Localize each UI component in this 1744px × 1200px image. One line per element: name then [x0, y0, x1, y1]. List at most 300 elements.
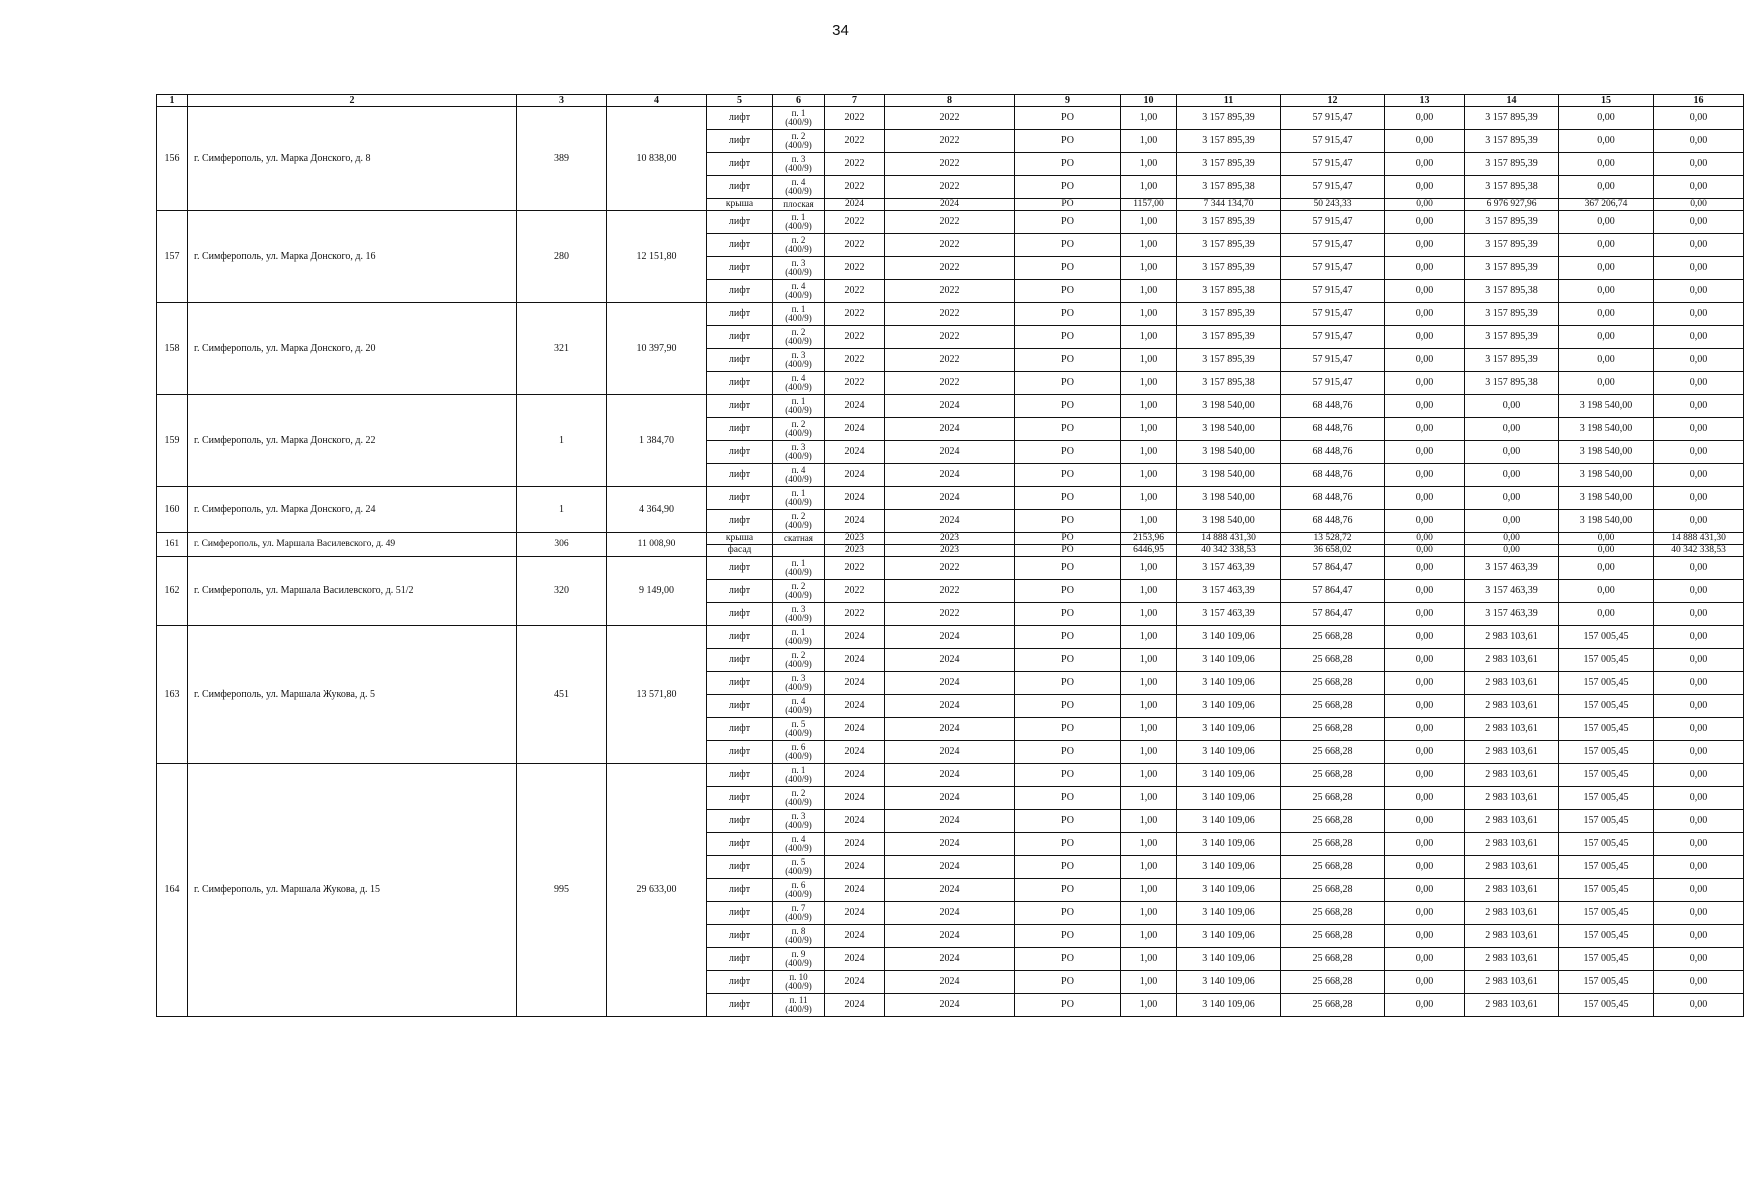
- element-cell: [773, 925, 825, 948]
- work-year-end: 2022: [885, 603, 1015, 626]
- total-cost-cell: 3 157 895,38: [1177, 372, 1281, 395]
- fund-owners-cell: 0,00: [1654, 280, 1744, 303]
- work-year-start: 2022: [825, 107, 885, 130]
- customer-cell: РО: [1015, 856, 1121, 879]
- fund-local-cell: 0,00: [1559, 107, 1654, 130]
- volume-cell: 1,00: [1121, 280, 1177, 303]
- work-year-start: 2024: [825, 199, 885, 211]
- fund-regional-cell: 3 157 895,39: [1465, 303, 1559, 326]
- work-type-cell: лифт: [707, 557, 773, 580]
- customer-cell: РО: [1015, 971, 1121, 994]
- unit-cost-cell: 25 668,28: [1281, 856, 1385, 879]
- fund-regional-cell: 2 983 103,61: [1465, 902, 1559, 925]
- element-cell: [773, 764, 825, 787]
- customer-cell: РО: [1015, 545, 1121, 557]
- lift-spec-label: (400/9): [785, 140, 812, 150]
- lift-spec-label: (400/9): [785, 451, 812, 461]
- address-cell: г. Симферополь, ул. Маршала Василевского, д. 51/2: [188, 557, 517, 626]
- unit-cost-cell: 25 668,28: [1281, 718, 1385, 741]
- element-cell: [773, 441, 825, 464]
- fund-federal-cell: 0,00: [1385, 925, 1465, 948]
- work-year-end: 2022: [885, 580, 1015, 603]
- work-year-start: 2024: [825, 418, 885, 441]
- customer-cell: РО: [1015, 441, 1121, 464]
- page-number: 34: [832, 22, 849, 39]
- work-type-cell: лифт: [707, 372, 773, 395]
- work-type-cell: лифт: [707, 441, 773, 464]
- work-year-end: 2022: [885, 349, 1015, 372]
- volume-cell: 1,00: [1121, 948, 1177, 971]
- entrance-label: п. 2: [791, 511, 806, 521]
- fund-local-cell: 3 198 540,00: [1559, 510, 1654, 533]
- fund-regional-cell: 2 983 103,61: [1465, 626, 1559, 649]
- work-type-cell: лифт: [707, 510, 773, 533]
- total-cost-cell: 3 157 463,39: [1177, 580, 1281, 603]
- work-year-start: 2022: [825, 326, 885, 349]
- total-cost-cell: 3 198 540,00: [1177, 510, 1281, 533]
- total-cost-cell: 3 140 109,06: [1177, 994, 1281, 1017]
- lift-spec-label: (400/9): [785, 520, 812, 530]
- fund-regional-cell: 3 157 895,39: [1465, 153, 1559, 176]
- lift-spec-label: (400/9): [785, 889, 812, 899]
- entrance-label: п. 7: [791, 903, 806, 913]
- total-cost-cell: 3 157 895,39: [1177, 107, 1281, 130]
- fund-owners-cell: 0,00: [1654, 176, 1744, 199]
- unit-cost-cell: 68 448,76: [1281, 441, 1385, 464]
- customer-cell: РО: [1015, 764, 1121, 787]
- total-cost-cell: 3 140 109,06: [1177, 925, 1281, 948]
- total-cost-cell: 7 344 134,70: [1177, 199, 1281, 211]
- lift-spec-label: (400/9): [785, 117, 812, 127]
- unit-cost-cell: 25 668,28: [1281, 948, 1385, 971]
- work-year-start: 2024: [825, 741, 885, 764]
- column-header: 14: [1465, 95, 1559, 107]
- entrance-label: п. 4: [791, 834, 806, 844]
- work-type-cell: лифт: [707, 672, 773, 695]
- customer-cell: РО: [1015, 234, 1121, 257]
- column-header: 2: [188, 95, 517, 107]
- fund-federal-cell: 0,00: [1385, 810, 1465, 833]
- work-type-cell: лифт: [707, 879, 773, 902]
- fund-owners-cell: 0,00: [1654, 856, 1744, 879]
- unit-cost-cell: 57 864,47: [1281, 580, 1385, 603]
- fund-local-cell: 367 206,74: [1559, 199, 1654, 211]
- row-number-cell: 160: [157, 487, 188, 533]
- lift-spec-label: (400/9): [785, 912, 812, 922]
- work-type-cell: лифт: [707, 464, 773, 487]
- column-header: 10: [1121, 95, 1177, 107]
- work-year-end: 2024: [885, 856, 1015, 879]
- element-cell: [773, 603, 825, 626]
- fund-federal-cell: 0,00: [1385, 510, 1465, 533]
- fund-regional-cell: 0,00: [1465, 545, 1559, 557]
- unit-cost-cell: 57 915,47: [1281, 326, 1385, 349]
- work-type-cell: лифт: [707, 856, 773, 879]
- unit-cost-cell: 25 668,28: [1281, 994, 1385, 1017]
- entrance-label: скатная: [784, 533, 813, 543]
- work-type-cell: лифт: [707, 948, 773, 971]
- residents-cell: 321: [517, 303, 607, 395]
- work-year-start: 2024: [825, 395, 885, 418]
- work-year-end: 2024: [885, 418, 1015, 441]
- customer-cell: РО: [1015, 130, 1121, 153]
- column-header: 5: [707, 95, 773, 107]
- fund-local-cell: 0,00: [1559, 257, 1654, 280]
- total-cost-cell: 3 140 109,06: [1177, 626, 1281, 649]
- area-cell: 13 571,80: [607, 626, 707, 764]
- table-row: [157, 107, 1744, 130]
- fund-local-cell: 0,00: [1559, 326, 1654, 349]
- fund-owners-cell: 0,00: [1654, 257, 1744, 280]
- work-year-start: 2024: [825, 510, 885, 533]
- lift-spec-label: (400/9): [785, 935, 812, 945]
- fund-local-cell: 157 005,45: [1559, 695, 1654, 718]
- fund-owners-cell: 0,00: [1654, 510, 1744, 533]
- element-cell: [773, 994, 825, 1017]
- entrance-label: п. 3: [791, 154, 806, 164]
- lift-spec-label: (400/9): [785, 221, 812, 231]
- row-number-cell: 161: [157, 533, 188, 557]
- entrance-label: п. 2: [791, 581, 806, 591]
- unit-cost-cell: 57 915,47: [1281, 303, 1385, 326]
- element-cell: [773, 211, 825, 234]
- fund-federal-cell: 0,00: [1385, 303, 1465, 326]
- work-year-end: 2022: [885, 257, 1015, 280]
- unit-cost-cell: 57 915,47: [1281, 349, 1385, 372]
- fund-regional-cell: 3 157 463,39: [1465, 580, 1559, 603]
- fund-regional-cell: 2 983 103,61: [1465, 948, 1559, 971]
- fund-federal-cell: 0,00: [1385, 130, 1465, 153]
- work-year-end: 2022: [885, 234, 1015, 257]
- customer-cell: РО: [1015, 948, 1121, 971]
- total-cost-cell: 14 888 431,30: [1177, 533, 1281, 545]
- fund-federal-cell: 0,00: [1385, 395, 1465, 418]
- fund-owners-cell: 0,00: [1654, 603, 1744, 626]
- work-year-end: 2022: [885, 130, 1015, 153]
- fund-owners-cell: 0,00: [1654, 948, 1744, 971]
- total-cost-cell: 3 198 540,00: [1177, 487, 1281, 510]
- fund-federal-cell: 0,00: [1385, 994, 1465, 1017]
- work-type-cell: лифт: [707, 280, 773, 303]
- fund-federal-cell: 0,00: [1385, 441, 1465, 464]
- lift-spec-label: (400/9): [785, 474, 812, 484]
- customer-cell: РО: [1015, 994, 1121, 1017]
- unit-cost-cell: 25 668,28: [1281, 925, 1385, 948]
- volume-cell: 1,00: [1121, 107, 1177, 130]
- volume-cell: 1,00: [1121, 833, 1177, 856]
- fund-owners-cell: 0,00: [1654, 902, 1744, 925]
- work-type-cell: лифт: [707, 418, 773, 441]
- row-number-cell: 158: [157, 303, 188, 395]
- customer-cell: РО: [1015, 303, 1121, 326]
- work-year-end: 2024: [885, 925, 1015, 948]
- fund-federal-cell: 0,00: [1385, 603, 1465, 626]
- customer-cell: РО: [1015, 902, 1121, 925]
- fund-local-cell: 0,00: [1559, 349, 1654, 372]
- work-type-cell: лифт: [707, 303, 773, 326]
- unit-cost-cell: 50 243,33: [1281, 199, 1385, 211]
- element-cell: [773, 902, 825, 925]
- element-cell: [773, 879, 825, 902]
- fund-regional-cell: 2 983 103,61: [1465, 856, 1559, 879]
- total-cost-cell: 3 157 895,38: [1177, 280, 1281, 303]
- address-cell: г. Симферополь, ул. Маршала Жукова, д. 5: [188, 626, 517, 764]
- entrance-label: п. 4: [791, 465, 806, 475]
- work-year-end: 2022: [885, 372, 1015, 395]
- fund-federal-cell: 0,00: [1385, 626, 1465, 649]
- fund-owners-cell: 0,00: [1654, 672, 1744, 695]
- work-year-start: 2022: [825, 372, 885, 395]
- customer-cell: РО: [1015, 395, 1121, 418]
- fund-regional-cell: 3 157 895,39: [1465, 257, 1559, 280]
- fund-owners-cell: 0,00: [1654, 395, 1744, 418]
- column-header: 13: [1385, 95, 1465, 107]
- work-year-end: 2024: [885, 626, 1015, 649]
- fund-regional-cell: 6 976 927,96: [1465, 199, 1559, 211]
- work-year-start: 2024: [825, 902, 885, 925]
- work-type-cell: лифт: [707, 176, 773, 199]
- work-year-start: 2022: [825, 349, 885, 372]
- fund-federal-cell: 0,00: [1385, 153, 1465, 176]
- unit-cost-cell: 36 658,02: [1281, 545, 1385, 557]
- volume-cell: 1,00: [1121, 764, 1177, 787]
- table-row: [157, 557, 1744, 580]
- fund-regional-cell: 0,00: [1465, 533, 1559, 545]
- fund-local-cell: 0,00: [1559, 130, 1654, 153]
- volume-cell: 1,00: [1121, 626, 1177, 649]
- entrance-label: п. 1: [791, 558, 806, 568]
- work-year-start: 2022: [825, 130, 885, 153]
- entrance-label: п. 10: [789, 972, 808, 982]
- element-cell: [773, 718, 825, 741]
- total-cost-cell: 3 140 109,06: [1177, 833, 1281, 856]
- element-cell: [773, 856, 825, 879]
- work-year-end: 2024: [885, 199, 1015, 211]
- element-cell: [773, 649, 825, 672]
- fund-regional-cell: 3 157 895,38: [1465, 372, 1559, 395]
- area-cell: 29 633,00: [607, 764, 707, 1017]
- volume-cell: 1,00: [1121, 971, 1177, 994]
- unit-cost-cell: 25 668,28: [1281, 764, 1385, 787]
- work-type-cell: лифт: [707, 695, 773, 718]
- fund-federal-cell: 0,00: [1385, 649, 1465, 672]
- element-cell: [773, 533, 825, 545]
- fund-owners-cell: 0,00: [1654, 234, 1744, 257]
- element-cell: [773, 833, 825, 856]
- volume-cell: 1,00: [1121, 695, 1177, 718]
- volume-cell: 1,00: [1121, 349, 1177, 372]
- residents-cell: 280: [517, 211, 607, 303]
- fund-owners-cell: 0,00: [1654, 153, 1744, 176]
- customer-cell: РО: [1015, 418, 1121, 441]
- fund-owners-cell: 0,00: [1654, 211, 1744, 234]
- fund-local-cell: 0,00: [1559, 303, 1654, 326]
- work-year-start: 2024: [825, 672, 885, 695]
- work-year-start: 2024: [825, 695, 885, 718]
- volume-cell: 1,00: [1121, 879, 1177, 902]
- lift-spec-label: (400/9): [785, 1004, 812, 1014]
- entrance-label: п. 2: [791, 235, 806, 245]
- lift-spec-label: (400/9): [785, 382, 812, 392]
- lift-spec-label: (400/9): [785, 313, 812, 323]
- fund-owners-cell: 14 888 431,30: [1654, 533, 1744, 545]
- table-row: [157, 487, 1744, 510]
- work-year-start: 2024: [825, 626, 885, 649]
- work-year-start: 2022: [825, 580, 885, 603]
- work-year-start: 2022: [825, 176, 885, 199]
- total-cost-cell: 3 198 540,00: [1177, 418, 1281, 441]
- fund-local-cell: 157 005,45: [1559, 672, 1654, 695]
- total-cost-cell: 3 157 895,39: [1177, 326, 1281, 349]
- fund-regional-cell: 3 157 895,39: [1465, 107, 1559, 130]
- work-type-cell: лифт: [707, 107, 773, 130]
- element-cell: [773, 199, 825, 211]
- total-cost-cell: 3 157 895,39: [1177, 349, 1281, 372]
- work-type-cell: лифт: [707, 130, 773, 153]
- unit-cost-cell: 57 915,47: [1281, 257, 1385, 280]
- volume-cell: 1,00: [1121, 326, 1177, 349]
- fund-federal-cell: 0,00: [1385, 257, 1465, 280]
- customer-cell: РО: [1015, 695, 1121, 718]
- total-cost-cell: 3 140 109,06: [1177, 948, 1281, 971]
- fund-local-cell: 3 198 540,00: [1559, 464, 1654, 487]
- entrance-label: п. 4: [791, 281, 806, 291]
- total-cost-cell: 3 157 895,39: [1177, 303, 1281, 326]
- volume-cell: 1,00: [1121, 557, 1177, 580]
- fund-regional-cell: 0,00: [1465, 510, 1559, 533]
- column-header: 6: [773, 95, 825, 107]
- column-header: 12: [1281, 95, 1385, 107]
- customer-cell: РО: [1015, 326, 1121, 349]
- volume-cell: 1,00: [1121, 418, 1177, 441]
- fund-federal-cell: 0,00: [1385, 418, 1465, 441]
- fund-owners-cell: 40 342 338,53: [1654, 545, 1744, 557]
- entrance-label: п. 3: [791, 350, 806, 360]
- volume-cell: 1,00: [1121, 925, 1177, 948]
- customer-cell: РО: [1015, 107, 1121, 130]
- table-row: [157, 211, 1744, 234]
- row-number-cell: 162: [157, 557, 188, 626]
- unit-cost-cell: 25 668,28: [1281, 649, 1385, 672]
- fund-federal-cell: 0,00: [1385, 833, 1465, 856]
- fund-regional-cell: 2 983 103,61: [1465, 925, 1559, 948]
- entrance-label: п. 6: [791, 742, 806, 752]
- fund-owners-cell: 0,00: [1654, 787, 1744, 810]
- fund-federal-cell: 0,00: [1385, 349, 1465, 372]
- work-type-cell: лифт: [707, 649, 773, 672]
- residents-cell: 1: [517, 395, 607, 487]
- total-cost-cell: 3 157 463,39: [1177, 603, 1281, 626]
- fund-regional-cell: 2 983 103,61: [1465, 672, 1559, 695]
- unit-cost-cell: 25 668,28: [1281, 626, 1385, 649]
- unit-cost-cell: 25 668,28: [1281, 902, 1385, 925]
- work-year-end: 2024: [885, 649, 1015, 672]
- volume-cell: 2153,96: [1121, 533, 1177, 545]
- element-cell: [773, 626, 825, 649]
- fund-federal-cell: 0,00: [1385, 741, 1465, 764]
- element-cell: [773, 257, 825, 280]
- fund-local-cell: 157 005,45: [1559, 810, 1654, 833]
- volume-cell: 1,00: [1121, 787, 1177, 810]
- fund-local-cell: 3 198 540,00: [1559, 487, 1654, 510]
- fund-local-cell: 0,00: [1559, 557, 1654, 580]
- unit-cost-cell: 57 864,47: [1281, 603, 1385, 626]
- area-cell: 4 364,90: [607, 487, 707, 533]
- fund-federal-cell: 0,00: [1385, 326, 1465, 349]
- fund-regional-cell: 0,00: [1465, 441, 1559, 464]
- entrance-label: п. 2: [791, 788, 806, 798]
- unit-cost-cell: 68 448,76: [1281, 487, 1385, 510]
- lift-spec-label: (400/9): [785, 613, 812, 623]
- work-type-cell: лифт: [707, 603, 773, 626]
- entrance-label: п. 3: [791, 442, 806, 452]
- lift-spec-label: (400/9): [785, 636, 812, 646]
- customer-cell: РО: [1015, 176, 1121, 199]
- work-year-start: 2022: [825, 303, 885, 326]
- work-year-start: 2022: [825, 211, 885, 234]
- work-year-start: 2024: [825, 948, 885, 971]
- unit-cost-cell: 57 915,47: [1281, 211, 1385, 234]
- unit-cost-cell: 57 915,47: [1281, 176, 1385, 199]
- work-year-end: 2022: [885, 557, 1015, 580]
- work-year-start: 2022: [825, 234, 885, 257]
- customer-cell: РО: [1015, 810, 1121, 833]
- customer-cell: РО: [1015, 925, 1121, 948]
- lift-spec-label: (400/9): [785, 290, 812, 300]
- element-cell: [773, 418, 825, 441]
- entrance-label: п. 1: [791, 396, 806, 406]
- total-cost-cell: 3 140 109,06: [1177, 649, 1281, 672]
- row-number-cell: 156: [157, 107, 188, 211]
- row-number-cell: 163: [157, 626, 188, 764]
- residents-cell: 1: [517, 487, 607, 533]
- fund-regional-cell: 2 983 103,61: [1465, 994, 1559, 1017]
- volume-cell: 1,00: [1121, 257, 1177, 280]
- work-type-cell: лифт: [707, 580, 773, 603]
- unit-cost-cell: 57 915,47: [1281, 130, 1385, 153]
- customer-cell: РО: [1015, 603, 1121, 626]
- row-number-cell: 159: [157, 395, 188, 487]
- element-cell: [773, 510, 825, 533]
- fund-owners-cell: 0,00: [1654, 130, 1744, 153]
- element-cell: [773, 487, 825, 510]
- fund-regional-cell: 3 157 463,39: [1465, 603, 1559, 626]
- capital-repair-table: [156, 94, 1744, 1017]
- fund-owners-cell: 0,00: [1654, 649, 1744, 672]
- work-type-cell: лифт: [707, 153, 773, 176]
- lift-spec-label: (400/9): [785, 359, 812, 369]
- fund-regional-cell: 3 157 463,39: [1465, 557, 1559, 580]
- work-year-start: 2024: [825, 487, 885, 510]
- element-cell: [773, 326, 825, 349]
- fund-regional-cell: 2 983 103,61: [1465, 810, 1559, 833]
- work-year-end: 2022: [885, 211, 1015, 234]
- fund-owners-cell: 0,00: [1654, 764, 1744, 787]
- work-year-end: 2024: [885, 441, 1015, 464]
- total-cost-cell: 3 140 109,06: [1177, 741, 1281, 764]
- volume-cell: 1,00: [1121, 130, 1177, 153]
- fund-regional-cell: 3 157 895,39: [1465, 211, 1559, 234]
- unit-cost-cell: 57 915,47: [1281, 234, 1385, 257]
- fund-federal-cell: 0,00: [1385, 107, 1465, 130]
- fund-regional-cell: 3 157 895,38: [1465, 280, 1559, 303]
- customer-cell: РО: [1015, 257, 1121, 280]
- entrance-label: п. 1: [791, 488, 806, 498]
- table-row: [157, 395, 1744, 418]
- fund-local-cell: 0,00: [1559, 603, 1654, 626]
- total-cost-cell: 3 140 109,06: [1177, 787, 1281, 810]
- customer-cell: РО: [1015, 211, 1121, 234]
